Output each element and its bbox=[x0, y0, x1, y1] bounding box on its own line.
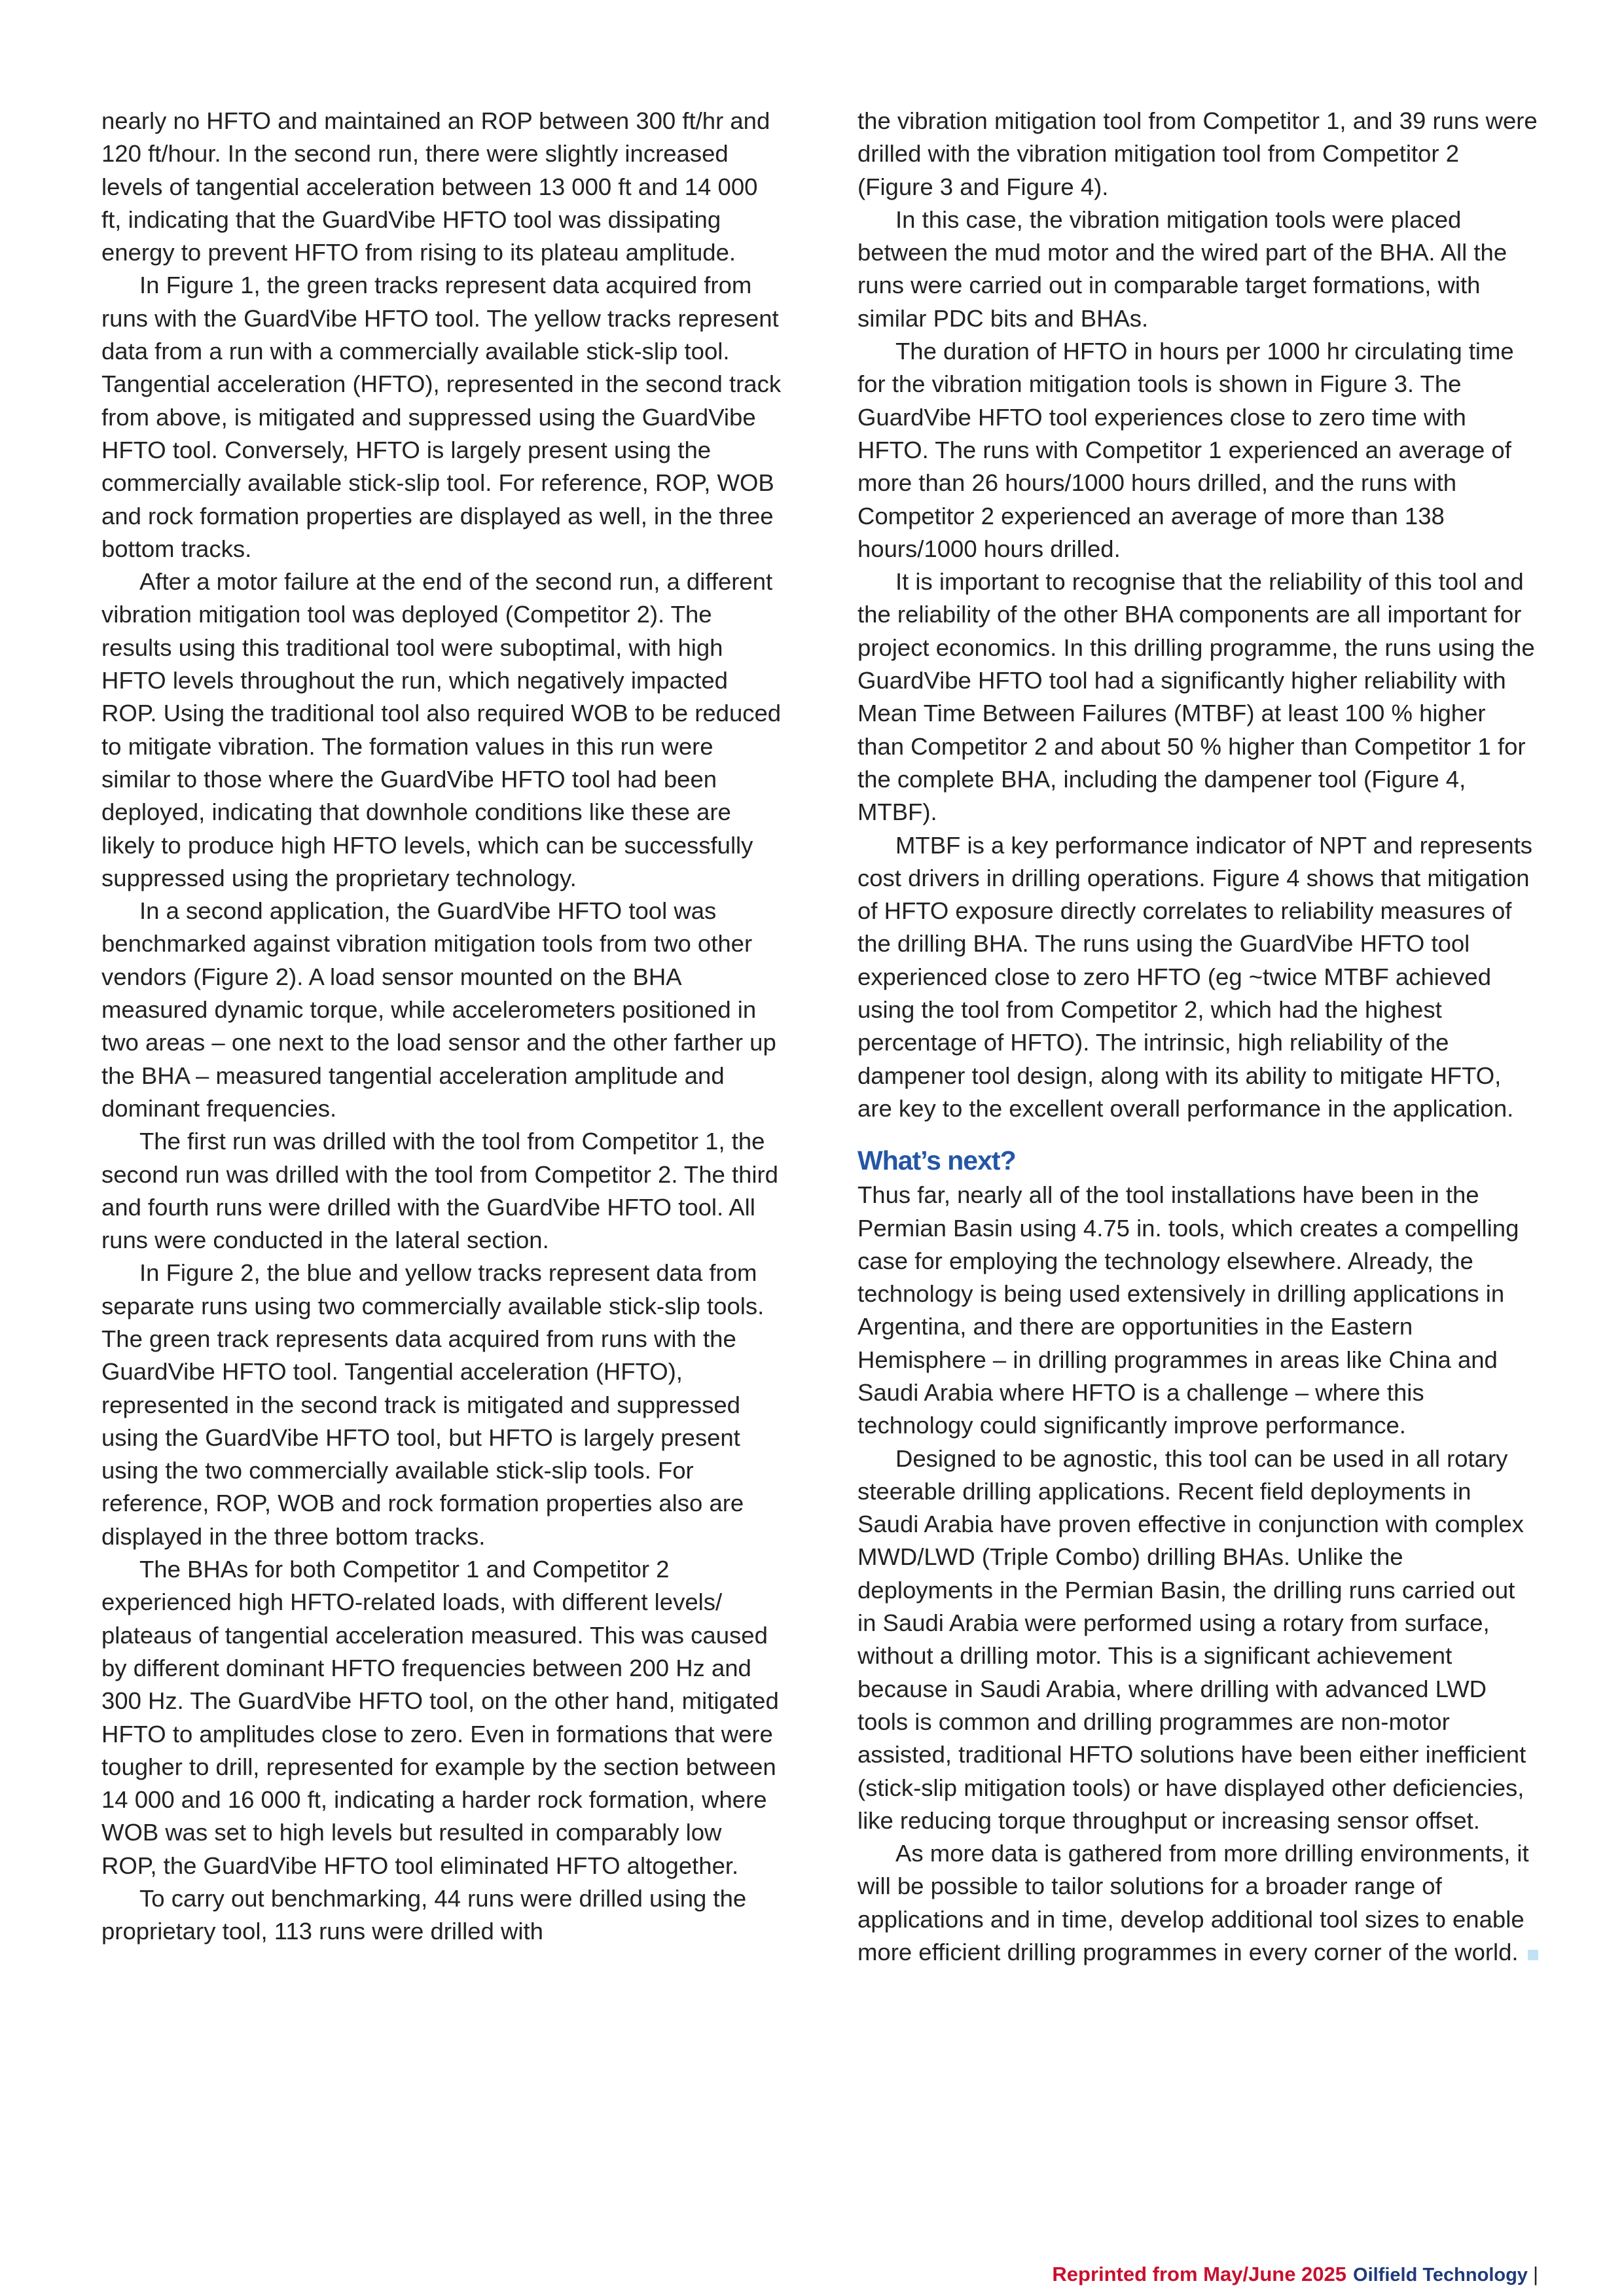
left-column bbox=[101, 105, 782, 1948]
body-paragraph: After a motor failure at the end of the second run, a different vibration mitigation tool was deployed (Competitor 2). The results using this traditional tool were suboptimal, with high HFTO levels throughout the run, which negatively impacted ROP. Using the traditional tool also required WOB to be reduced to mitigate vibration. The formation values in this run were similar to those where the GuardVibe HFTO tool had been deployed, indicating that downhole conditions like these are likely to produce high HFTO levels, which can be successfully suppressed using the proprietary technology. bbox=[101, 568, 782, 891]
last-paragraph-text: As more data is gathered from more drilling environments, it will be possible to tailor solutions for a broader range of applications and in time, develop additional tool sizes to enable more efficient drilling programmes in every corner of the world. bbox=[857, 1840, 1529, 1966]
body-paragraph: In Figure 1, the green tracks represent data acquired from runs with the GuardVibe HFTO tool. The yellow tracks represent data from a run with a commercially available stick-slip tool. Tangential acceleration (HFTO), represented in the second track from above, is mitigated and suppressed using the GuardVibe HFTO tool. Conversely, HFTO is largely present using the commercially available stick-slip tool. For reference, ROP, WOB and rock formation properties are displayed as well, in the three bottom tracks. bbox=[101, 272, 782, 562]
body-paragraph: In Figure 2, the blue and yellow tracks represent data from separate runs using two commercially available stick-slip tools. The green track represents data acquired from runs with the GuardVibe HFTO tool. Tangential acceleration (HFTO), represented in the second track is mitigated and suppressed using the GuardVibe HFTO tool, but HFTO is largely present using the two commercially available stick-slip tools. For reference, ROP, WOB and rock formation properties also are displayed in the three bottom tracks. bbox=[101, 1259, 765, 1550]
article-end-icon bbox=[1528, 1950, 1538, 1960]
footer-separator: | bbox=[1532, 2263, 1538, 2286]
body-paragraph: In this case, the vibration mitigation tools were placed between the mud motor and the wired part of the BHA. All the runs were carried out in comparable target formations, with similar PDC bits and BHAs. bbox=[857, 206, 1507, 332]
body-paragraph: The BHAs for both Competitor 1 and Competitor 2 experienced high HFTO-related loads, with different levels/ plateaus of tangential acceleration measured. This was caused by different dominant HFTO frequencies between 200 Hz and 300 Hz. The GuardVibe HFTO tool, on the other hand, mitigated HFTO to amplitudes close to zero. Even in formations that were tougher to drill, represented for example by the section between 14 000 and 16 000 ft, indicating a harder rock formation, where WOB was set to high levels but resulted in comparably low ROP, the GuardVibe HFTO tool eliminated HFTO altogether. bbox=[101, 1556, 779, 1879]
last-paragraph bbox=[857, 1837, 1538, 1969]
page-footer bbox=[851, 2261, 1538, 2288]
body-paragraph: the vibration mitigation tool from Competitor 1, and 39 runs were drilled with the vibration mitigation tool from Competitor 2 (Figure 3 and Figure 4). bbox=[857, 107, 1538, 200]
body-paragraph: MTBF is a key performance indicator of NPT and represents cost drivers in drilling operations. Figure 4 shows that mitigation of HFTO exposure directly correlates to reliability measures of the drilling BHA. The runs using the GuardVibe HFTO tool experienced close to zero HFTO (eg ~twice MTBF achieved using the tool from Competitor 2, which had the highest percentage of HFTO). The intrinsic, high reliability of the dampener tool design, along with its ability to mitigate HFTO, are key to the excellent overall performance in the application. bbox=[857, 831, 1533, 1122]
section-heading: What’s next? bbox=[857, 1145, 1016, 1176]
right-column bbox=[857, 105, 1538, 1969]
body-paragraph: To carry out benchmarking, 44 runs were drilled using the proprietary tool, 113 runs were drilled with bbox=[101, 1885, 747, 1945]
body-paragraph: The first run was drilled with the tool from Competitor 1, the second run was drilled with the tool from Competitor 2. The third and fourth runs were drilled with the GuardVibe HFTO tool. All runs were conducted in the lateral section. bbox=[101, 1128, 778, 1254]
body-paragraph: Designed to be agnostic, this tool can be used in all rotary steerable drilling applications. Recent field deployments in Saudi Arabia have proven effective in conjunction with complex MWD/LWD (Triple Combo) drilling BHAs. Unlike the deployments in the Permian Basin, the drilling runs carried out in Saudi Arabia were performed using a rotary from surface, without a drilling motor. This is a significant achievement because in Saudi Arabia, where drilling with advanced LWD tools is common and drilling programmes are non-motor assisted, traditional HFTO solutions have been either inefficient (stick-slip mitigation tools) or have displayed other deficiencies, like reducing torque throughput or increasing sensor offset. bbox=[857, 1444, 1526, 1834]
body-paragraph: nearly no HFTO and maintained an ROP between 300 ft/hr and 120 ft/hour. In the second run, there were slightly increased levels of tangential acceleration between 13 000 ft and 14 000 ft, indicating that the GuardVibe HFTO tool was dissipating energy to prevent HFTO from rising to its plateau amplitude. bbox=[101, 107, 770, 266]
footer-reprint-note: Reprinted from May/June 2025 bbox=[1052, 2263, 1347, 2286]
body-paragraph: The duration of HFTO in hours per 1000 hr circulating time for the vibration mitigation tools is shown in Figure 3. The GuardVibe HFTO tool experiences close to zero time with HFTO. The runs with Competitor 1 experienced an average of more than 26 hours/1000 hours drilled, and the runs with Competitor 2 experienced an average of more than 138 hours/1000 hours drilled. bbox=[857, 338, 1514, 562]
body-paragraph: In a second application, the GuardVibe HFTO tool was benchmarked against vibration mitigation tools from two other vendors (Figure 2). A load sensor mounted on the BHA measured dynamic torque, while accelerometers positioned in two areas – one next to the load sensor and the other farther up the BHA – measured tangential acceleration amplitude and dominant frequencies. bbox=[101, 897, 776, 1122]
body-paragraph: Thus far, nearly all of the tool installations have been in the Permian Basin using 4.75 in. tools, which creates a compelling case for employing the technology elsewhere. Already, the technology is being used extensively in drilling applications in Argentina, and there are opportunities in the Eastern Hemisphere – in drilling programmes in areas like China and Saudi Arabia where HFTO is a challenge – where this technology could significantly improve performance. bbox=[857, 1181, 1519, 1439]
footer-publication-name: Oilfield Technology bbox=[1353, 2265, 1528, 2286]
body-paragraph: It is important to recognise that the reliability of this tool and the reliability of the other BHA components are all important for project economics. In this drilling programme, the runs using the GuardVibe HFTO tool had a significantly higher reliability with Mean Time Between Failures (MTBF) at least 100 % higher than Competitor 2 and about 50 % higher than Competitor 1 for the complete BHA, including the dampener tool (Figure 4, MTBF). bbox=[857, 568, 1535, 826]
